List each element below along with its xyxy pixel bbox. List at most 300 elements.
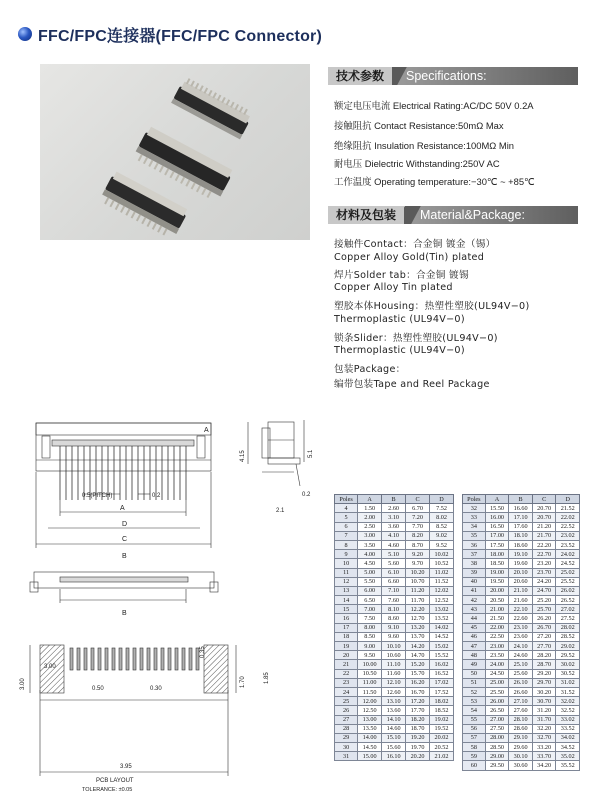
table-row (335, 678, 454, 687)
table-row (463, 697, 580, 706)
poles-cell: 41 (463, 586, 486, 595)
dimension-cell: 21.60 (509, 596, 533, 605)
dimension-cell: 13.20 (406, 623, 430, 632)
dimension-cell: 11.20 (406, 586, 430, 595)
connector-photo-illustration (40, 64, 310, 240)
dimension-cell: 5.00 (358, 568, 382, 577)
dimension-cell: 12.00 (358, 697, 382, 706)
dimension-cell: 31.52 (556, 687, 580, 696)
dimension-cell: 5.60 (382, 559, 406, 568)
table-row (335, 632, 454, 641)
dimension-cell: 14.70 (406, 651, 430, 660)
dimension-cell: 20.20 (406, 752, 430, 761)
dimension-cell: 33.70 (532, 752, 556, 761)
pcb-layout-label: PCB LAYOUT (96, 778, 134, 784)
drawing-label-a: A (204, 427, 209, 434)
dimension-cell: 20.60 (509, 577, 533, 586)
dimension-cell: 11.02 (430, 568, 454, 577)
table-row (335, 642, 454, 651)
table-row (463, 669, 580, 678)
dimension-cell: 26.02 (556, 586, 580, 595)
dimension-cell: 35.02 (556, 752, 580, 761)
dimension-cell: 22.02 (556, 513, 580, 522)
dimension-cell: 12.20 (406, 605, 430, 614)
dimension-cell: 19.20 (406, 733, 430, 742)
dimension-cell: 27.02 (556, 605, 580, 614)
poles-cell: 30 (335, 743, 358, 752)
dimension-cell: 20.70 (532, 504, 556, 513)
poles-cell: 12 (335, 577, 358, 586)
dimension-cell: 22.70 (532, 550, 556, 559)
dimension-cell: 25.60 (509, 669, 533, 678)
dimension-cell: 6.60 (382, 577, 406, 586)
poles-cell: 27 (335, 715, 358, 724)
dimension-cell: 27.00 (485, 715, 509, 724)
poles-cell: 16 (335, 614, 358, 623)
dimension-cell: 12.60 (382, 687, 406, 696)
dimension-cell: 4.00 (358, 550, 382, 559)
dimension-cell: 7.00 (358, 605, 382, 614)
dimension-cell: 23.52 (556, 540, 580, 549)
table-row (463, 605, 580, 614)
dimension-cell: 9.50 (358, 651, 382, 660)
dimension-cell: 29.52 (556, 651, 580, 660)
table-header-cell: D (430, 495, 454, 504)
table-row (335, 623, 454, 632)
poles-cell: 35 (463, 531, 486, 540)
dimension-cell: 24.02 (556, 550, 580, 559)
dimension-cell: 18.60 (509, 540, 533, 549)
dimension-cell: 13.52 (430, 614, 454, 623)
dimension-cell: 14.50 (358, 743, 382, 752)
dimension-cell: 17.10 (509, 513, 533, 522)
pitch-label: 0.5(PITCH) (82, 493, 113, 499)
dimension-cell: 3.60 (382, 522, 406, 531)
spec-line: 额定电压电流 Electrical Rating:AC/DC 50V 0.2A (334, 100, 534, 111)
material-line: 包装Package： (334, 364, 406, 375)
dimension-cell: 30.02 (556, 660, 580, 669)
poles-cell: 38 (463, 559, 486, 568)
dimension-cell: 30.52 (556, 669, 580, 678)
table-row (463, 743, 580, 752)
dim-label-v300b: 3.00 (20, 678, 26, 690)
poles-cell: 21 (335, 660, 358, 669)
dim-label-v170: 1.70 (240, 676, 246, 688)
poles-cell: 40 (463, 577, 486, 586)
dimension-cell: 21.52 (556, 504, 580, 513)
poles-cell: 46 (463, 632, 486, 641)
dimension-cell: 2.00 (358, 513, 382, 522)
dimension-cell: 13.50 (358, 724, 382, 733)
dimension-cell: 32.02 (556, 697, 580, 706)
dimension-cell: 25.02 (556, 568, 580, 577)
dimension-cell: 1.50 (358, 504, 382, 513)
dimension-cell: 13.70 (406, 632, 430, 641)
dimension-cell: 28.10 (509, 715, 533, 724)
dimension-cell: 22.00 (485, 623, 509, 632)
dimension-cell: 18.70 (406, 724, 430, 733)
table-row (463, 586, 580, 595)
dimension-cell: 35.52 (556, 761, 580, 770)
dimension-cell: 11.50 (358, 687, 382, 696)
dimension-cell: 16.50 (485, 522, 509, 531)
table-header-cell: A (358, 495, 382, 504)
dimension-cell: 33.52 (556, 724, 580, 733)
dimension-cell: 29.02 (556, 642, 580, 651)
poles-cell: 22 (335, 669, 358, 678)
table-row (335, 651, 454, 660)
dim-label-h02: 0.2 (302, 492, 311, 498)
dimension-cell: 34.02 (556, 733, 580, 742)
dimension-cell: 25.52 (556, 577, 580, 586)
dimension-cell: 9.52 (430, 540, 454, 549)
dimension-cell: 28.60 (509, 724, 533, 733)
dimension-cell: 24.60 (509, 651, 533, 660)
poles-cell: 48 (463, 651, 486, 660)
dimension-cell: 20.50 (485, 596, 509, 605)
table-header-cell: B (382, 495, 406, 504)
dimension-cell: 24.52 (556, 559, 580, 568)
poles-cell: 54 (463, 706, 486, 715)
dimension-cell: 7.50 (358, 614, 382, 623)
dimension-cell: 16.10 (382, 752, 406, 761)
dim-label-fold: 0.35 (200, 646, 206, 658)
poles-cell: 47 (463, 642, 486, 651)
dimension-cell: 32.20 (532, 724, 556, 733)
dimension-cell: 11.52 (430, 577, 454, 586)
dimension-cell: 31.70 (532, 715, 556, 724)
poles-cell: 5 (335, 513, 358, 522)
table-row (463, 706, 580, 715)
poles-cell: 56 (463, 724, 486, 733)
poles-cell: 34 (463, 522, 486, 531)
dimension-cell: 3.00 (358, 531, 382, 540)
dimension-cell: 18.50 (485, 559, 509, 568)
poles-cell: 11 (335, 568, 358, 577)
dimension-cell: 15.10 (382, 733, 406, 742)
table-row (335, 540, 454, 549)
poles-cell: 52 (463, 687, 486, 696)
drawing-label-c: C (122, 536, 128, 543)
dimension-cell: 29.10 (509, 733, 533, 742)
dimension-cell: 30.60 (509, 761, 533, 770)
dimension-cell: 28.70 (532, 660, 556, 669)
poles-cell: 18 (335, 632, 358, 641)
drawing-label-b-top: B (122, 553, 127, 560)
material-line: 塑胶本体Housing：热塑性塑胶(UL94V−0) (334, 301, 530, 312)
dimension-cell: 10.60 (382, 651, 406, 660)
dimension-cell: 9.70 (406, 559, 430, 568)
dimension-cell: 7.20 (406, 513, 430, 522)
material-line: Thermoplastic (UL94V−0) (334, 314, 465, 325)
dimension-cell: 10.50 (358, 669, 382, 678)
dimension-cell: 19.60 (509, 559, 533, 568)
dimension-cell: 17.02 (430, 678, 454, 687)
dimension-cell: 24.70 (532, 586, 556, 595)
dimension-cell: 7.52 (430, 504, 454, 513)
dimension-cell: 33.02 (556, 715, 580, 724)
poles-cell: 31 (335, 752, 358, 761)
dimension-cell: 17.52 (430, 687, 454, 696)
dimension-cell: 21.02 (430, 752, 454, 761)
dimension-table-right (462, 494, 580, 771)
dimension-cell: 15.70 (406, 669, 430, 678)
dimension-cell: 18.10 (509, 531, 533, 540)
dimension-cell: 18.52 (430, 706, 454, 715)
poles-cell: 44 (463, 614, 486, 623)
table-row (463, 504, 580, 513)
dimension-cell: 9.10 (382, 623, 406, 632)
dimension-cell: 27.50 (485, 724, 509, 733)
dimension-cell: 26.60 (509, 687, 533, 696)
table-row (335, 706, 454, 715)
table-row (335, 752, 454, 761)
dimension-cell: 27.20 (532, 632, 556, 641)
dimension-cell: 20.00 (485, 586, 509, 595)
material-line: Thermoplastic (UL94V−0) (334, 345, 465, 356)
page-title: FFC/FPC连接器(FFC/FPC Connector) (38, 27, 322, 45)
dimension-cell: 28.00 (485, 733, 509, 742)
dimension-cell: 32.52 (556, 706, 580, 715)
table-row (463, 715, 580, 724)
dim-label-h21: 2.1 (276, 508, 285, 514)
dimension-cell: 27.60 (509, 706, 533, 715)
poles-cell: 60 (463, 761, 486, 770)
drawing-label-a-dim: A (120, 505, 125, 512)
dimension-cell: 26.70 (532, 623, 556, 632)
dimension-cell: 6.70 (406, 504, 430, 513)
material-line: Copper Alloy Tin plated (334, 282, 453, 293)
table-row (335, 724, 454, 733)
dimension-cell: 2.50 (358, 522, 382, 531)
dimension-cell: 30.70 (532, 697, 556, 706)
poles-cell: 26 (335, 706, 358, 715)
dimension-cell: 25.50 (485, 687, 509, 696)
dimension-cell: 12.52 (430, 596, 454, 605)
dimension-cell: 19.10 (509, 550, 533, 559)
poles-cell: 6 (335, 522, 358, 531)
poles-cell: 58 (463, 743, 486, 752)
poles-cell: 57 (463, 733, 486, 742)
dimension-cell: 11.00 (358, 678, 382, 687)
table-header-cell: D (556, 495, 580, 504)
poles-cell: 51 (463, 678, 486, 687)
dimension-cell: 16.20 (406, 678, 430, 687)
dimension-cell: 16.52 (430, 669, 454, 678)
table-header-cell: B (509, 495, 533, 504)
table-row (335, 605, 454, 614)
table-row (335, 550, 454, 559)
dimension-cell: 18.20 (406, 715, 430, 724)
dimension-cell: 31.20 (532, 706, 556, 715)
poles-cell: 50 (463, 669, 486, 678)
table-row (335, 614, 454, 623)
poles-cell: 55 (463, 715, 486, 724)
dimension-cell: 23.10 (509, 623, 533, 632)
table-row (463, 596, 580, 605)
dimension-cell: 14.52 (430, 632, 454, 641)
table-header-row (463, 495, 580, 504)
table-header-cell: Poles (463, 495, 486, 504)
dimension-cell: 26.52 (556, 596, 580, 605)
dimension-cell: 25.00 (485, 678, 509, 687)
dimension-cell: 15.20 (406, 660, 430, 669)
dimension-cell: 27.52 (556, 614, 580, 623)
dimension-cell: 16.02 (430, 660, 454, 669)
dimension-cell: 10.52 (430, 559, 454, 568)
poles-cell: 49 (463, 660, 486, 669)
dimension-cell: 15.60 (382, 743, 406, 752)
poles-cell: 33 (463, 513, 486, 522)
table-row (335, 715, 454, 724)
material-line: Copper Alloy Gold(Tin) plated (334, 252, 485, 263)
table-row (463, 513, 580, 522)
dim-label-v030: 0.30 (150, 686, 162, 692)
dimension-cell: 11.10 (382, 660, 406, 669)
table-header-row (335, 495, 454, 504)
dimension-cell: 17.50 (485, 540, 509, 549)
table-row (335, 687, 454, 696)
poles-cell: 25 (335, 697, 358, 706)
spec-line: 绝缘阻抗 Insulation Resistance:100MΩ Min (334, 140, 514, 151)
dimension-cell: 15.00 (358, 752, 382, 761)
poles-cell: 7 (335, 531, 358, 540)
dimension-cell: 28.02 (556, 623, 580, 632)
dimension-cell: 23.02 (556, 531, 580, 540)
dimension-cell: 29.20 (532, 669, 556, 678)
dimension-cell: 7.60 (382, 596, 406, 605)
dimension-cell: 23.50 (485, 651, 509, 660)
dimension-cell: 18.00 (485, 550, 509, 559)
dimension-cell: 31.02 (556, 678, 580, 687)
table-row (463, 623, 580, 632)
dimension-cell: 24.20 (532, 577, 556, 586)
poles-cell: 10 (335, 559, 358, 568)
dimension-cell: 17.20 (406, 697, 430, 706)
dimension-cell: 14.10 (382, 715, 406, 724)
dimension-cell: 3.50 (358, 540, 382, 549)
dimension-cell: 27.10 (509, 697, 533, 706)
table-row (463, 632, 580, 641)
dimension-cell: 8.60 (382, 614, 406, 623)
dimension-cell: 11.60 (382, 669, 406, 678)
table-row (463, 522, 580, 531)
dimension-cell: 9.20 (406, 550, 430, 559)
material-line: 锁条Slider：热塑性塑胶(UL94V−0) (334, 333, 498, 344)
dimension-cell: 14.00 (358, 733, 382, 742)
dimension-cell: 22.10 (509, 605, 533, 614)
drawing-label-b: B (122, 610, 127, 617)
dimension-cell: 26.00 (485, 697, 509, 706)
spec-line: 接触阻抗 Contact Resistance:50mΩ Max (334, 120, 504, 131)
table-row (463, 540, 580, 549)
dimension-cell: 23.20 (532, 559, 556, 568)
poles-cell: 4 (335, 504, 358, 513)
poles-cell: 29 (335, 733, 358, 742)
table-row (335, 531, 454, 540)
table-row (335, 568, 454, 577)
dimension-cell: 29.50 (485, 761, 509, 770)
poles-cell: 37 (463, 550, 486, 559)
dimension-cell: 33.20 (532, 743, 556, 752)
poles-cell: 9 (335, 550, 358, 559)
dimension-cell: 28.20 (532, 651, 556, 660)
poles-cell: 8 (335, 540, 358, 549)
table-row (463, 678, 580, 687)
poles-cell: 32 (463, 504, 486, 513)
dimension-cell: 10.00 (358, 660, 382, 669)
dimension-cell: 19.50 (485, 577, 509, 586)
dimension-cell: 14.02 (430, 623, 454, 632)
dimension-cell: 24.50 (485, 669, 509, 678)
dimension-cell: 21.70 (532, 531, 556, 540)
material-line: 焊片Solder tab：合金铜 镀锡 (334, 270, 469, 281)
dimension-cell: 23.00 (485, 642, 509, 651)
title-bullet-icon (18, 27, 32, 41)
poles-cell: 53 (463, 697, 486, 706)
table-header-cell: Poles (335, 495, 358, 504)
table-row (463, 733, 580, 742)
dimension-cell: 21.10 (509, 586, 533, 595)
dimension-cell: 9.00 (358, 642, 382, 651)
dimension-cell: 32.70 (532, 733, 556, 742)
material-line: 编带包装Tape and Reel Package (334, 379, 490, 390)
dimension-cell: 10.02 (430, 550, 454, 559)
poles-cell: 15 (335, 605, 358, 614)
dim-label-h415: 4.15 (240, 450, 246, 462)
poles-cell: 43 (463, 605, 486, 614)
poles-cell: 24 (335, 687, 358, 696)
dimension-cell: 10.10 (382, 642, 406, 651)
dimension-cell: 22.20 (532, 540, 556, 549)
dimension-cell: 14.60 (382, 724, 406, 733)
table-row (463, 531, 580, 540)
dimension-cell: 13.10 (382, 697, 406, 706)
table-row (463, 660, 580, 669)
dimension-cell: 21.20 (532, 522, 556, 531)
dimension-cell: 25.10 (509, 660, 533, 669)
dimension-cell: 5.10 (382, 550, 406, 559)
dimension-cell: 23.60 (509, 632, 533, 641)
poles-cell: 17 (335, 623, 358, 632)
dimension-cell: 9.02 (430, 531, 454, 540)
poles-cell: 45 (463, 623, 486, 632)
table-header-cell: C (406, 495, 430, 504)
table-row (463, 642, 580, 651)
dim-label-v300: 3.00 (44, 664, 56, 670)
dimension-cell: 8.50 (358, 632, 382, 641)
dimension-cell: 23.70 (532, 568, 556, 577)
dimension-cell: 4.60 (382, 540, 406, 549)
product-photo (40, 64, 310, 240)
specifications-header-en: Specifications: (396, 67, 578, 85)
table-row (335, 733, 454, 742)
material-header-cn: 材料及包装 (328, 206, 404, 224)
dimension-cell: 24.00 (485, 660, 509, 669)
poles-cell: 19 (335, 642, 358, 651)
poles-cell: 39 (463, 568, 486, 577)
dimension-cell: 14.20 (406, 642, 430, 651)
technical-drawings (0, 400, 320, 794)
table-row (335, 504, 454, 513)
specifications-header (328, 67, 578, 85)
dim-label-v050: 0.50 (92, 686, 104, 692)
dimension-cell: 25.20 (532, 596, 556, 605)
dimension-cell: 21.50 (485, 614, 509, 623)
dimension-cell: 19.70 (406, 743, 430, 752)
dimension-cell: 6.10 (382, 568, 406, 577)
dimension-cell: 12.02 (430, 586, 454, 595)
